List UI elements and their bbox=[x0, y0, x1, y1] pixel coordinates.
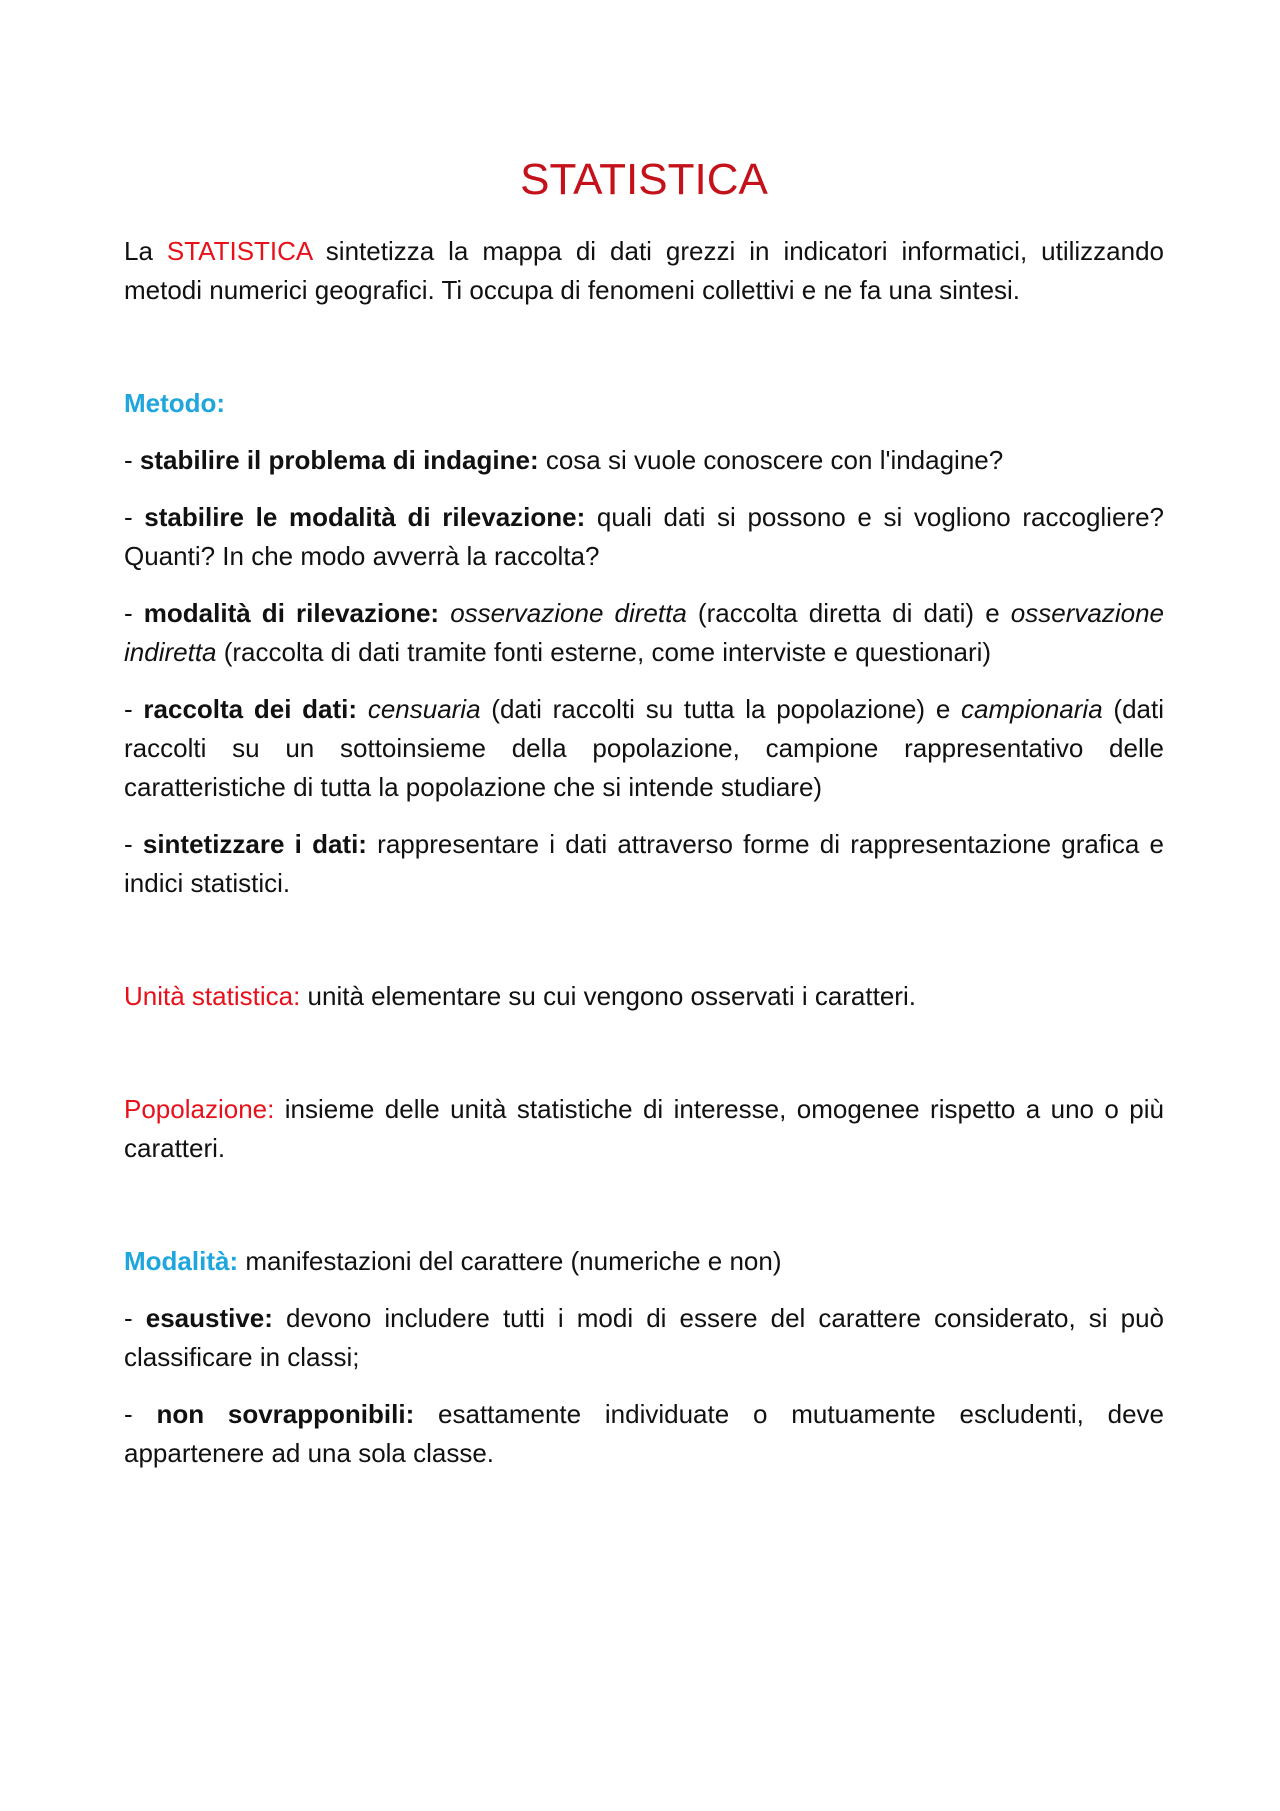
list-dash: - bbox=[124, 1399, 157, 1429]
metodo-item-term: sintetizzare i dati: bbox=[142, 829, 367, 859]
metodo-item-term: raccolta dei dati: bbox=[143, 694, 358, 724]
metodo-item-problema bbox=[124, 441, 1164, 480]
metodo-item-text bbox=[439, 598, 450, 628]
metodo-item-text: (dati raccolti su un sottoinsieme della popolazione, campione rappresentativo delle caratteristiche di tutta la popolazione che si intende studiare) bbox=[124, 694, 1164, 802]
document-page bbox=[124, 150, 1164, 1491]
metodo-item-modalita-rilevazione bbox=[124, 594, 1164, 672]
metodo-item-italic: osservazione diretta bbox=[450, 598, 687, 628]
list-dash: - bbox=[124, 829, 143, 859]
list-dash: - bbox=[124, 694, 144, 724]
metodo-heading-label: Metodo: bbox=[124, 388, 226, 418]
metodo-item-stabilire-modalita bbox=[124, 498, 1164, 576]
list-dash: - bbox=[124, 445, 140, 475]
metodo-item-term: stabilire il problema di indagine: bbox=[139, 445, 539, 475]
list-dash: - bbox=[124, 1303, 146, 1333]
list-dash: - bbox=[124, 502, 145, 532]
modalita-heading-label: Modalità: bbox=[124, 1246, 239, 1276]
metodo-item-raccolta bbox=[124, 690, 1164, 807]
modalita-item-term: esaustive: bbox=[145, 1303, 273, 1333]
metodo-item-sintetizzare bbox=[124, 825, 1164, 903]
modalita-heading-text: manifestazioni del carattere (numeriche e non) bbox=[238, 1246, 782, 1276]
metodo-heading bbox=[124, 384, 1164, 423]
metodo-item-term: modalità di rilevazione: bbox=[143, 598, 440, 628]
page-title: STATISTICA bbox=[520, 155, 768, 204]
popolazione-text: insieme delle unità statistiche di interesse, omogenee rispetto a uno o più caratteri. bbox=[124, 1094, 1164, 1163]
intro-lead: La bbox=[124, 236, 167, 266]
metodo-item-term: stabilire le modalità di rilevazione: bbox=[144, 502, 586, 532]
metodo-item-text: rappresentare i dati attraverso forme di rappresentazione grafica e indici statistici. bbox=[124, 829, 1164, 898]
list-dash: - bbox=[124, 598, 144, 628]
modalita-item-term: non sovrapponibili: bbox=[156, 1399, 415, 1429]
modalita-heading bbox=[124, 1242, 1164, 1281]
metodo-item-text: (dati raccolti su tutta la popolazione) e bbox=[480, 694, 962, 724]
metodo-item-text bbox=[357, 694, 368, 724]
unita-term: Unità statistica: bbox=[124, 981, 301, 1011]
metodo-item-text: quali dati si possono e si vogliono raccogliere? Quanti? In che modo avverrà la raccolta? bbox=[124, 502, 1165, 571]
intro-paragraph bbox=[124, 232, 1164, 310]
metodo-item-text: cosa si vuole conoscere con l'indagine? bbox=[538, 445, 1004, 475]
intro-text: sintetizza la mappa di dati grezzi in indicatori informatici, utilizzando metodi numerici geografici. Ti occupa di fenomeni collettivi e ne fa una sintesi. bbox=[124, 236, 1164, 305]
modalita-item-text: esattamente individuate o mutuamente escludenti, deve appartenere ad una sola classe. bbox=[124, 1399, 1165, 1468]
metodo-item-italic: censuaria bbox=[367, 694, 481, 724]
modalita-item-non-sovrapponibili bbox=[124, 1395, 1164, 1473]
popolazione-term: Popolazione: bbox=[124, 1094, 275, 1124]
popolazione-definition bbox=[124, 1090, 1164, 1168]
metodo-item-text: (raccolta diretta di dati) e bbox=[686, 598, 1011, 628]
metodo-item-italic: campionaria bbox=[961, 694, 1103, 724]
unita-definition bbox=[124, 977, 1164, 1016]
metodo-item-text: (raccolta di dati tramite fonti esterne, come interviste e questionari) bbox=[216, 637, 992, 667]
modalita-item-text: devono includere tutti i modi di essere del carattere considerato, si può classificare in classi; bbox=[124, 1303, 1164, 1372]
metodo-item-italic: osservazione indiretta bbox=[124, 598, 1164, 667]
intro-keyword: STATISTICA bbox=[166, 236, 312, 266]
modalita-item-esaustive bbox=[124, 1299, 1164, 1377]
unita-text: unità elementare su cui vengono osservati i caratteri. bbox=[300, 981, 916, 1011]
